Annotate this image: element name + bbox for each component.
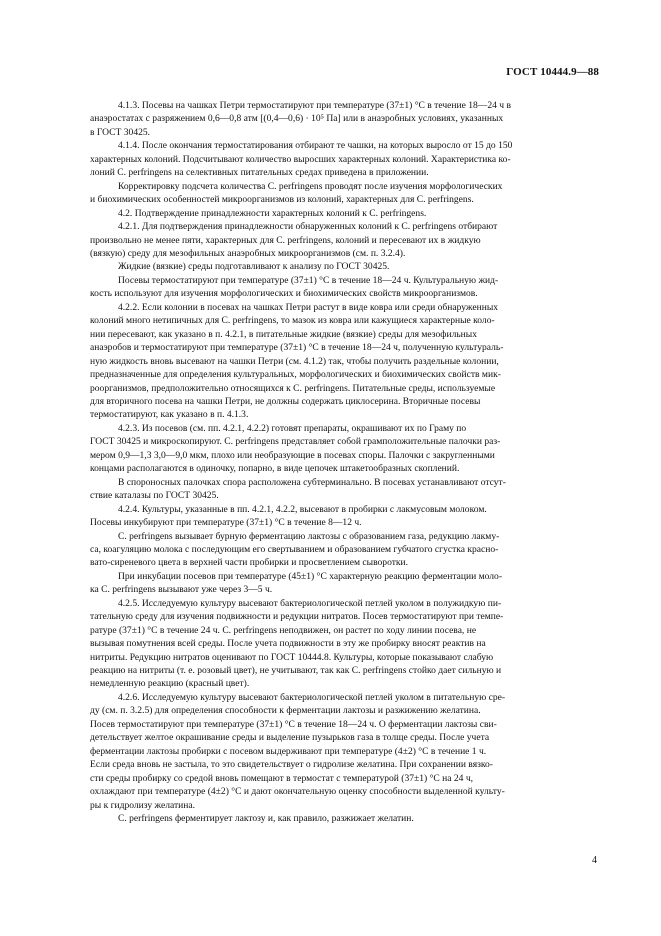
paragraph-4-2-6: 4.2.6. Исследуемую культуру высевают бактериологической петлей уколом в питательную сре- ду (см. п. 3.2.5) для определения способности к ферментации лактозы и разжижению желатина. Посев термостатируют при температуре (37±1) °С в течение 18—24 ч. О ферментации лактозы сви- детельствует желтое окрашивание среды и выделение пузырьков газа в толще среды. После учета ферментации лактозы пробирки с посевом выдерживают при температуре (4±2) °С в течение 1 ч. Если среда вновь не застыла, то это свидетельствует о гидролизе желатина. При сохранении вязко- сти среды пробирку со средой вновь помещают в термостат с температурой (37±1) °С на 24 ч, охлаждают при температуре (4±2) °С и дают окончательную оценку способности выделенной культу- ры к гидролизу желатина. xyxy=(90,691,506,811)
paragraph-4-2-2: 4.2.2. Если колонии в посевах на чашках Петри растут в виде ковра или среди обнаруженных колоний много нетипичных для C. perfringens, то мазок из ковра или кажущиеся характерные коло- нии пересевают, как указано в п. 4.2.1, в питательные жидкие (вязкие) среды для мезофильных анаэробов и термостатируют при температуре (37±1) °С в течение 18—24 ч, полученную культураль- ную жидкость вновь высевают на чашки Петри (см. 4.1.2) так, чтобы получить раздельные колонии, предназначенные для определения культуральных, морфологических и биохимических свойств мик- роорганизмов, предположительно относящихся к C. perfringens. Питательные среды, используемые для вторичного посева на чашки Петри, не должны содержать циклосерина. Вторичные посевы термостатируют, как указано в п. 4.1.3. xyxy=(90,301,504,421)
page-number: 4 xyxy=(592,855,597,866)
paragraph-4-1-3: 4.1.3. Посевы на чашках Петри термостатируют при температуре (37±1) °С в течение 18—24 ч в анаэростатах с разряжением 0,6—0,8 атм [(0,4—0,6) · 10⁵ Па] или в анаэробных условиях, указанных в ГОСТ 30425. xyxy=(90,100,511,138)
paragraph-liquid-media: Жидкие (вязкие) среды подготавливают к анализу по ГОСТ 30425. xyxy=(118,261,390,273)
paragraph-4-2-1: 4.2.1. Для подтверждения принадлежности обнаруженных колоний к C. perfringens отбирают произвольно не менее пяти, характерных для C. perfringens, колоний и пересевают их в жидкую (вязкую) среду для мезофильных анаэробных микроорганизмов (см. п. 3.2.4). xyxy=(90,221,498,259)
document-code: ГОСТ 10444.9—88 xyxy=(506,66,599,78)
paragraph-45-incubation: При инкубации посевов при температуре (45±1) °С характерную реакцию ферментации моло- ка C. perfringens вызывают уже через 3—5 ч. xyxy=(90,570,503,596)
paragraph-4-1-4: 4.1.4. После окончания термостатирования отбирают те чашки, на которых выросло от 15 до 150 характерных колоний. Подсчитывают количество выросших характерных колоний. Характеристика ко- лоний C. perfringens на селективных питательных средах приведена в приложении. xyxy=(90,140,513,179)
paragraph-4-2: 4.2. Подтверждение принадлежности характерных колоний к C. perfringens. xyxy=(118,207,427,219)
paragraph-conclusion: C. perfringens ферментирует лактозу и, как правило, разжижает желатин. xyxy=(118,813,414,825)
paragraph-milk-fermentation: C. perfringens вызывает бурную ферментацию лактозы с образованием газа, редукцию лакму- са, коагуляцию молока с последующим его свертыванием и образованием губчатого сгустка красно- вато-сиреневого цвета в верхней части пробирки и просветлением сыворотки. xyxy=(90,530,500,569)
paragraph-incubation: Посевы термостатируют при температуре (37±1) °С в течение 18—24 ч. Культуральную жид- кость используют для изучения морфологических и биохимических свойств микроорганизмов. xyxy=(90,274,499,300)
paragraph-spores: В спороносных палочках спора расположена субтерминально. В посевах устанавливают отсут- ствие каталазы по ГОСТ 30425. xyxy=(90,476,506,502)
paragraph-4-2-3: 4.2.3. Из посевов (см. пп. 4.2.1, 4.2.2) готовят препараты, окрашивают их по Граму по ГОСТ 30425 и микроскопируют. C. perfringens представляет собой грамположительные палочки раз- мером 0,9—1,3 3,0—9,0 мкм, плохо или необразующие в посевах споры. Палочки с закругленными концами располагаются в одиночку, попарно, в виде цепочек штакетообразных скоплений. xyxy=(90,422,501,475)
document-body xyxy=(90,99,600,825)
paragraph-4-2-4: 4.2.4. Культуры, указанные в пп. 4.2.1, 4.2.2, высевают в пробирки с лакмусовым молоком. Посевы инкубируют при температуре (37±1) °С в течение 8—12 ч. xyxy=(90,503,487,529)
paragraph-count-correction: Корректировку подсчета количества C. perfringens проводят после изучения морфологических и биохимических особенностей микроорганизмов из колоний, характерных для C. perfringens. xyxy=(90,180,503,206)
paragraph-4-2-5: 4.2.5. Исследуемую культуру высевают бактериологической петлей уколом в полужидкую пи- тательную среду для изучения подвижности и редукции нитратов. Посев термостатируют при темпе- ратуре (37±1) °С в течение 24 ч. C. perfringens неподвижен, он растет по ходу линии посева, не вызывая помутнения всей среды. После учета подвижности в эту же пробирку вносят реактив на нитриты. Редукцию нитратов оценивают по ГОСТ 10444.8. Культуры, которые показывают слабую реакцию на нитриты (т. е. розовый цвет), не учитывают, так как C. perfringens стойко дает сильную и немедленную реакцию (красный цвет). xyxy=(90,597,504,690)
